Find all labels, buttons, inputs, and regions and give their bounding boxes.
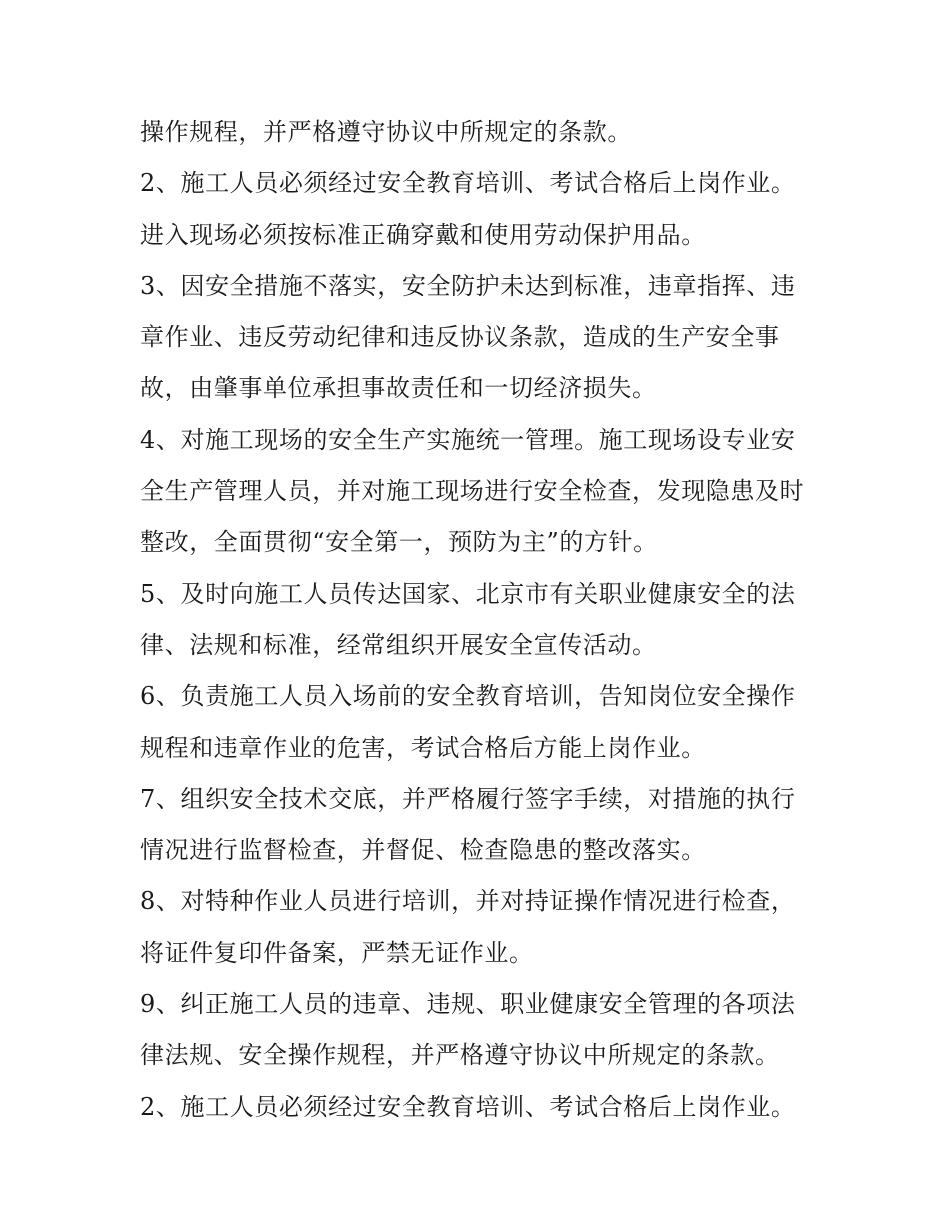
text-line: 8、对特种作业人员进行培训，并对持证操作情况进行检查，: [140, 887, 796, 916]
text-line: 4、对施工现场的安全生产实施统一管理。施工现场设专业安: [140, 425, 796, 454]
text-line: 7、组织安全技术交底，并严格履行签字手续，对措施的执行: [140, 784, 796, 813]
text-line: 情况进行监督检查，并督促、检查隐患的整改落实。: [140, 836, 706, 865]
document-body: [140, 107, 820, 1133]
text-line: 5、及时向施工人员传达国家、北京市有关职业健康安全的法: [140, 579, 796, 608]
text-line: 6、负责施工人员入场前的安全教育培训，告知岗位安全操作: [140, 682, 796, 711]
text-line: 操作规程，并严格遵守协议中所规定的条款。: [140, 118, 632, 146]
text-line: 9、纠正施工人员的违章、违规、职业健康安全管理的各项法: [140, 990, 796, 1019]
text-line: 故，由肇事单位承担事故责任和一切经济损失。: [140, 374, 657, 403]
text-line: 2、施工人员必须经过安全教育培训、考试合格后上岗作业。: [140, 169, 796, 198]
text-line: 整改，全面贯彻“安全第一，预防为主”的方针。: [140, 528, 658, 557]
text-line: 全生产管理人员，并对施工现场进行安全检查，发现隐患及时: [140, 477, 805, 506]
text-line: 章作业、违反劳动纪律和违反协议条款，造成的生产安全事: [140, 323, 780, 352]
text-line: 2、施工人员必须经过安全教育培训、考试合格后上岗作业。: [140, 1092, 796, 1121]
text-line: 3、因安全措施不落实，安全防护未达到标准，违章指挥、违: [140, 271, 796, 300]
text-line: 律、法规和标准，经常组织开展安全宣传活动。: [140, 630, 657, 659]
text-line: 将证件复印件备案，严禁无证作业。: [140, 938, 534, 967]
text-line: 规程和违章作业的危害，考试合格后方能上岗作业。: [140, 733, 706, 762]
text-line: 律法规、安全操作规程，并严格遵守协议中所规定的条款。: [140, 1041, 780, 1070]
text-line: 进入现场必须按标准正确穿戴和使用劳动保护用品。: [140, 220, 706, 249]
